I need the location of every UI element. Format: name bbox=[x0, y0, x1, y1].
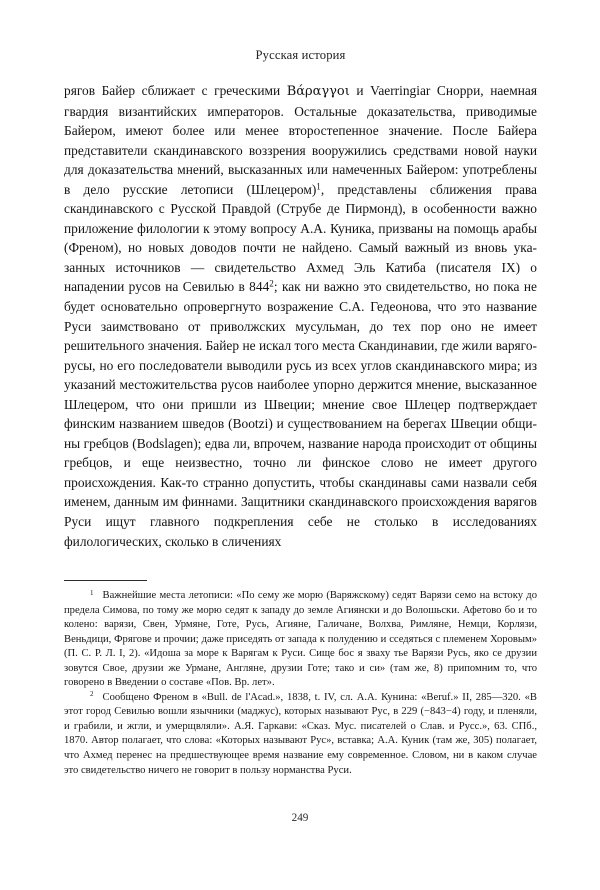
footnote-reference-1: 1 bbox=[316, 181, 321, 192]
body-paragraph bbox=[64, 81, 537, 551]
greek-term: Βάραγγοι bbox=[286, 84, 350, 99]
text-run: и bbox=[349, 83, 371, 98]
text-run: , представлены сближения права скандинавского с Русской Правдой (Струбе де Пирмонд), в особенности важно приложение филологии к этому вопросу А.А. Куника, призваны на помощь арабы (Френом), но новых доводов почти не найдено. Самый важный из вновь указанных источников — свидетельство Ахмед Эль Катиба (писателя IX) о нападении русов на Севилью в 844 bbox=[64, 181, 537, 295]
latin-term: Bootzi bbox=[232, 416, 269, 432]
latin-term: Vaerringiar bbox=[370, 83, 431, 98]
footnote-text-1: Важнейшие места летописи: «По сему же морю (Варяжскому) седят Варязи семо на встоку до предела Симова, по тому же морю седят к западу до земле Агиянски и до Волошьски. Афетово бо и то колено: варязи, Свен, Урмяне, Готе, Русь, Агияне, Галичане, Волхва, Римляне, Немци, Корлязи, Веньдици, Фрягове и прочии; даже приседять от запада к полудению и сседяться с племенем Хоровым» (П. С. Р. Л. I, 2). «Идоша за море к Варягам к Руси. Сище бос я зваху тье Варязи Русь, яко се друзии зовутся Свое, друзии же Урмане, Англяне, друзии Готе; тако и си» (там же, 8) припомним то, что говорено в Введении о составе «Пов. Вр. лет». bbox=[64, 590, 537, 689]
body-text-block bbox=[64, 81, 537, 551]
footnote-text-2: Сообщено Френом в «Bull. de l'Acad.», 1838, t. IV, сл. А.А. Кунина: «Beruf.» II, 285—320. «В этот город Севилью вошли язычники (маджус), которых называют Рус, в 229 (−843−4) году, и пленяли, и грабили, и жгли, и умерщвляли». А.Я. Гаркави: «Сказ. Мус. писателей о Слав. и Русс.», 63. СПб., 1870. Автор полагает, что слова: «Которых называют Рус», вставка; А.А. Куник (там же, 305) полагает, что Ахмед перенес на предшествующее время название ему современное. Словом, ни в каком случае это свидетельство ничего не говорит в пользу норманства Руси. bbox=[64, 691, 537, 776]
latin-term: Bodslagen bbox=[136, 435, 194, 451]
text-run: ) и существованием на берегах Швеции общины гребцов ( bbox=[64, 416, 537, 451]
footnotes-block bbox=[64, 589, 537, 778]
page-number: 249 bbox=[291, 812, 309, 824]
footnote-marker-1: 1 bbox=[90, 588, 94, 597]
footnote-1 bbox=[64, 589, 537, 691]
text-run: Снорри, наемная гвардия византийских императоров. Остальные доказательства, приводимые Байером, имеют более или менее второстепенное значение. После Байера представители скандинавского воззрения вооружились средствами новой науки для доказательства мнений, высказанных или намеченных Байером: употреблены в дело русские летописи (Шлецером) bbox=[64, 83, 537, 197]
footnote-2 bbox=[64, 691, 537, 778]
footnote-marker-2: 2 bbox=[90, 690, 94, 699]
text-run: ; как ни важно это свидетельство, но пока не будет основательно опровергнуто возражение С.А. Гедеонова, что это название Руси заимствовано от приволжских мусульман, до тех пор оно не имеет решительного значения. Байер не искал того места Скандинавии, где жили варяго-русы, но его последователи выводили русь из всех углов скандинавского мира; из указаний местожительства русов наиболее упорно держится мнение, высказанное Шлецером, что они пришли из Швеции; мнение свое Шлецер подтверждает финским названием шведов ( bbox=[64, 279, 537, 432]
running-head: Русская история bbox=[255, 48, 346, 62]
text-run: рягов Байер сближает с греческими bbox=[64, 83, 287, 98]
text-run: ); едва ли, впрочем, название народа происходит от общины гребцов, и еще неизвестно, точно ли финское слово не имеет другого происхождения. Как-то странно допустить, чтобы скандинавы сами назвали себя именем, данным им финнами. Защитники скандинавского происхождения варягов Руси ищут главного подкрепления себе не столько в исследованиях филологических, сколько в сличениях bbox=[64, 435, 537, 549]
footnote-separator-rule bbox=[64, 580, 147, 581]
footnote-reference-2: 2 bbox=[269, 279, 274, 290]
